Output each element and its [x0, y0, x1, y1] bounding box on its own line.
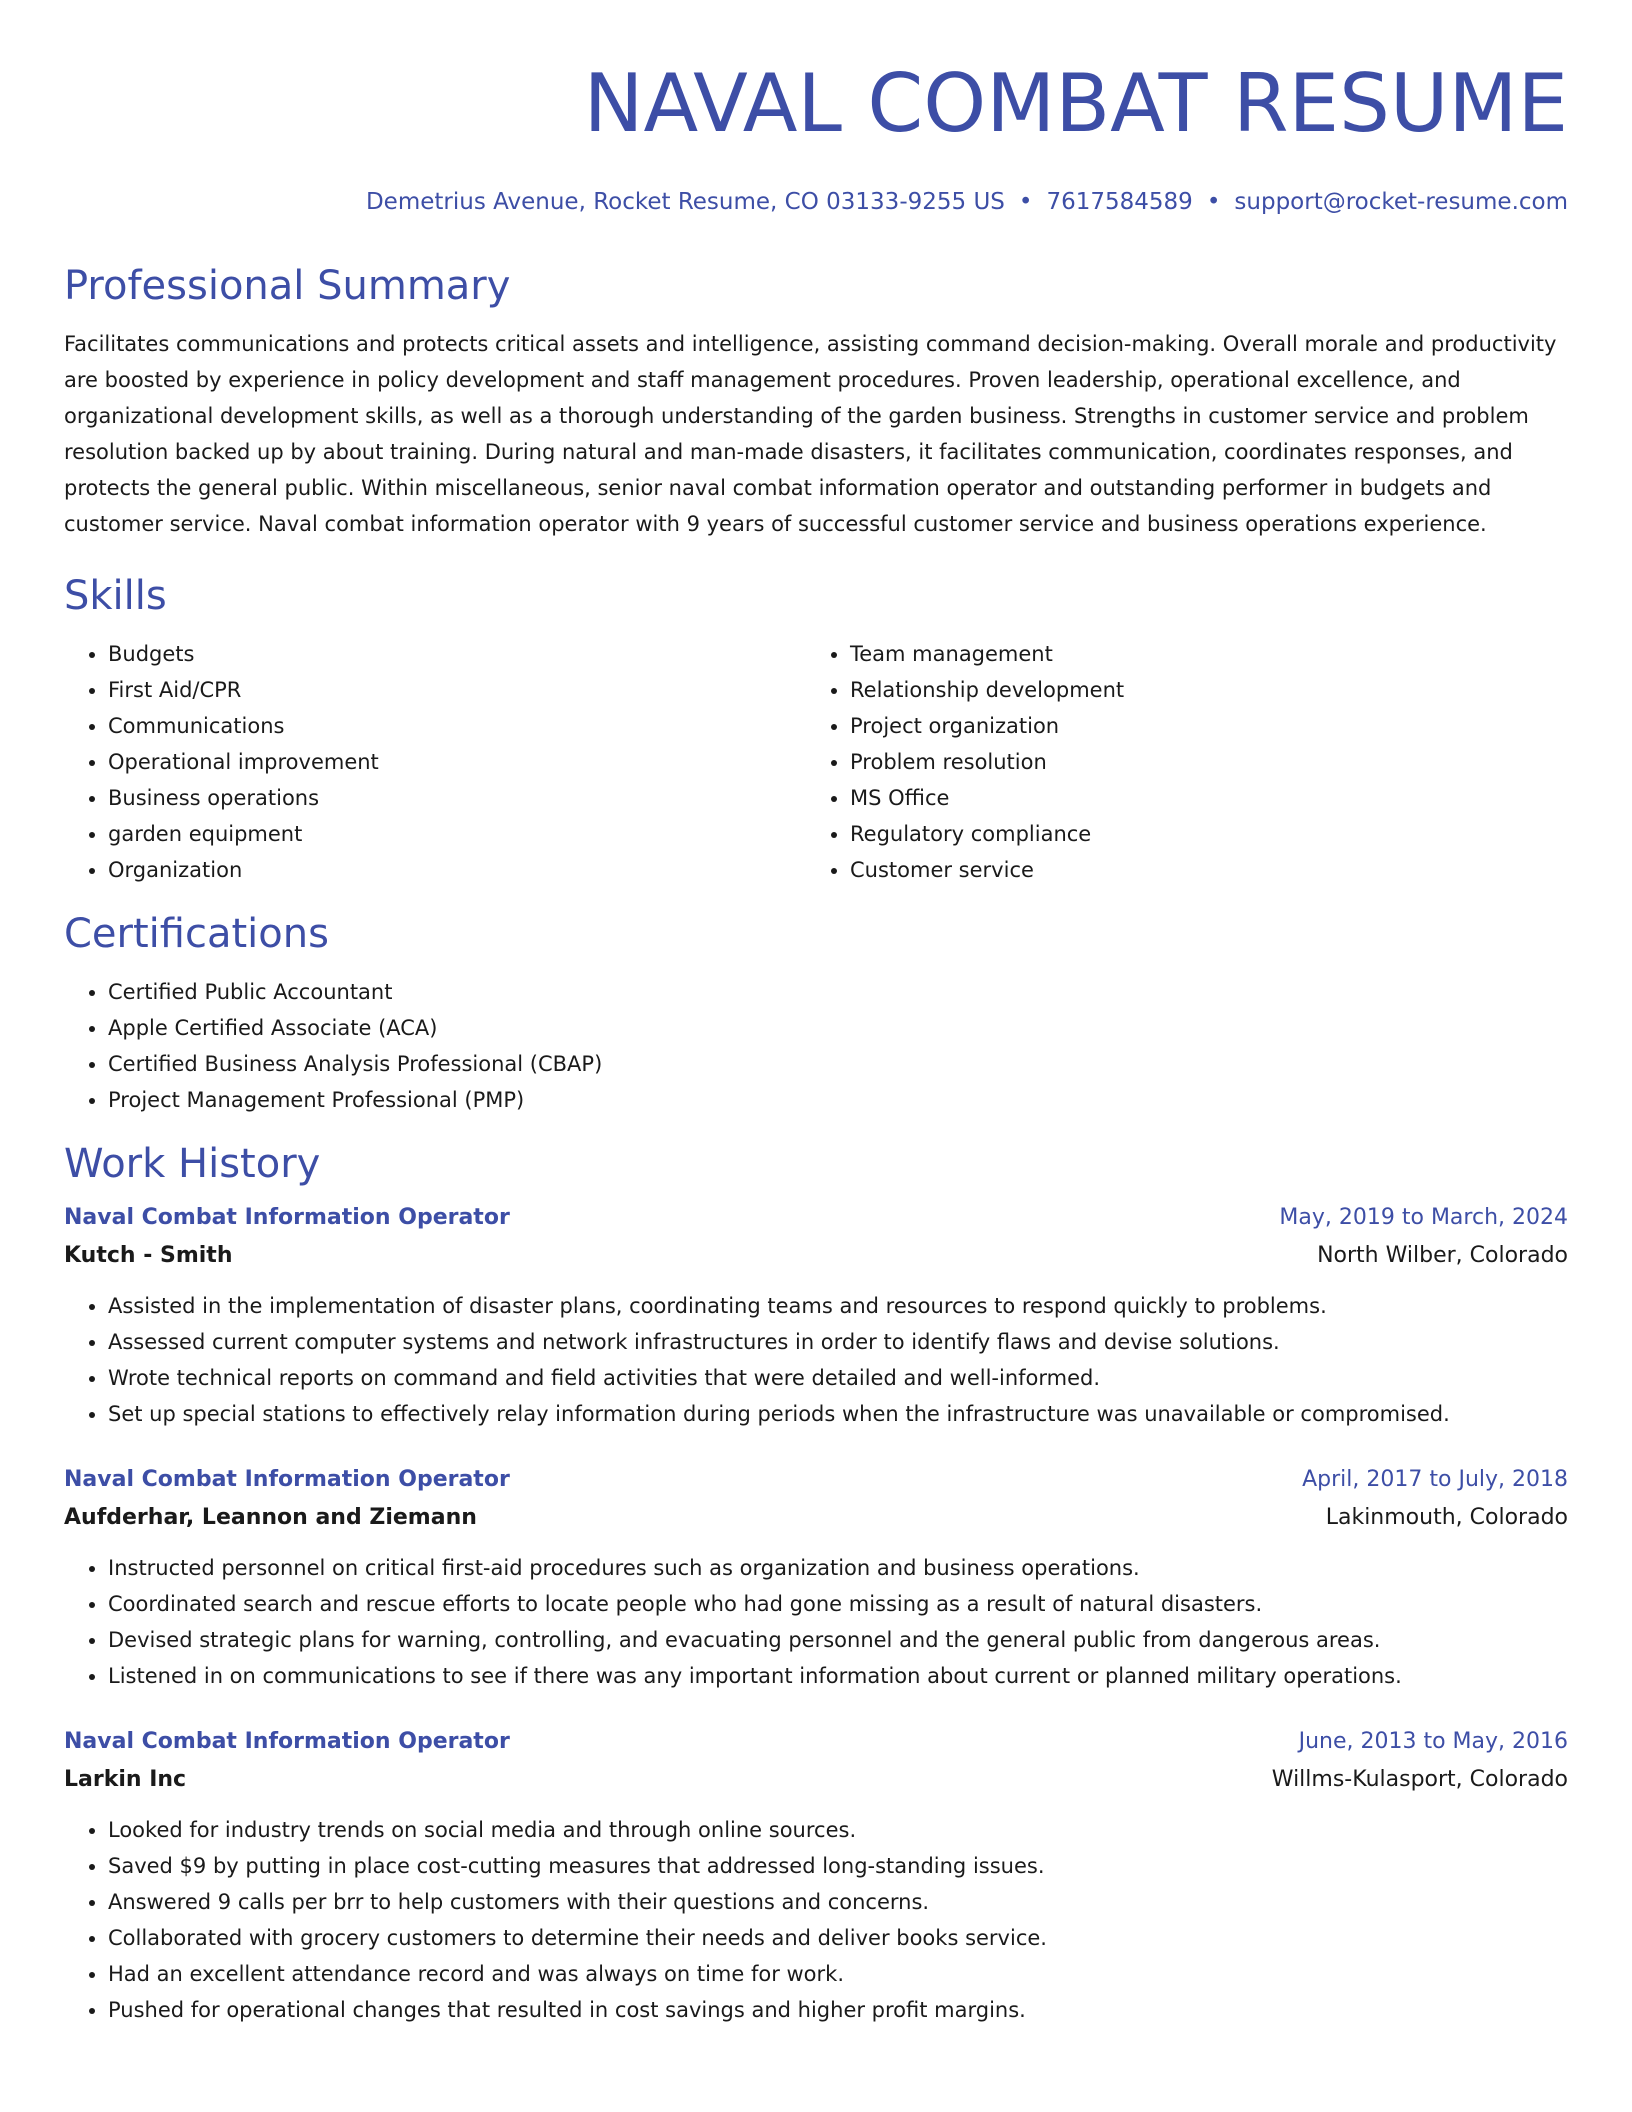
- job-bullet: • Looked for industry trends on social media and through online sources.: [108, 1812, 1568, 1848]
- job-company-row: [64, 1498, 1568, 1538]
- certifications-list: [64, 974, 1568, 1118]
- contact-separator: •: [1206, 189, 1221, 215]
- contact-separator: •: [1018, 189, 1033, 215]
- job-bullet: • Instructed personnel on critical first-aid procedures such as organization and business operations.: [108, 1550, 1568, 1586]
- job-entry: [64, 1200, 1568, 1432]
- job-dates: June, 2013 to May, 2016: [1298, 1729, 1568, 1754]
- skill-item: • Relationship development: [850, 672, 1548, 708]
- skills-grid: [64, 636, 1568, 888]
- job-bullet: • Listened in on communications to see if there was any important information about current or planned military operations.: [108, 1658, 1568, 1694]
- job-company-row: [64, 1760, 1568, 1800]
- job-bullet: • Set up special stations to effectively relay information during periods when the infrastructure was unavailable or compromised.: [108, 1396, 1568, 1432]
- skill-item: • Customer service: [850, 852, 1548, 888]
- job-dates: May, 2019 to March, 2024: [1279, 1205, 1568, 1230]
- contact-line: [64, 186, 1568, 218]
- job-entry: [64, 1462, 1568, 1694]
- job-location: Lakinmouth, Colorado: [1325, 1505, 1568, 1530]
- job-company-row: [64, 1236, 1568, 1276]
- job-bullet: • Saved $9 by putting in place cost-cutting measures that addressed long-standing issues.: [108, 1848, 1568, 1884]
- skill-item: • First Aid/CPR: [108, 672, 806, 708]
- skill-item: • garden equipment: [108, 816, 806, 852]
- job-company: Larkin Inc: [64, 1767, 187, 1792]
- skill-item: • Regulatory compliance: [850, 816, 1548, 852]
- resume-page: [64, 0, 1568, 2028]
- job-bullet: • Assessed current computer systems and network infrastructures in order to identify flaws and devise solutions.: [108, 1324, 1568, 1360]
- summary-heading: Professional Summary: [64, 263, 511, 309]
- job-bullet: • Had an excellent attendance record and was always on time for work.: [108, 1956, 1568, 1992]
- job-bullet: • Answered 9 calls per brr to help customers with their questions and concerns.: [108, 1884, 1568, 1920]
- job-bullet: • Devised strategic plans for warning, controlling, and evacuating personnel and the general public from dangerous areas.: [108, 1622, 1568, 1658]
- skill-item: • Budgets: [108, 636, 806, 672]
- job-entry: [64, 1724, 1568, 2028]
- job-header-row: [64, 1462, 1568, 1498]
- job-bullet: • Collaborated with grocery customers to determine their needs and deliver books service.: [108, 1920, 1568, 1956]
- job-header-row: [64, 1200, 1568, 1236]
- skill-item: • Communications: [108, 708, 806, 744]
- skill-item: • Business operations: [108, 780, 806, 816]
- job-bullets: [64, 1812, 1568, 2028]
- resume-name: NAVAL COMBAT RESUME: [583, 57, 1568, 150]
- work-history-heading: Work History: [64, 1141, 321, 1187]
- job-bullet: • Assisted in the implementation of disaster plans, coordinating teams and resources to respond quickly to problems.: [108, 1288, 1568, 1324]
- skills-heading: Skills: [64, 573, 167, 619]
- job-bullet: • Wrote technical reports on command and field activities that were detailed and well-informed.: [108, 1360, 1568, 1396]
- contact-email[interactable]: support@rocket-resume.com: [1234, 189, 1568, 215]
- job-dates: April, 2017 to July, 2018: [1302, 1467, 1568, 1492]
- job-title: Naval Combat Information Operator: [64, 1205, 510, 1230]
- certifications-heading: Certifications: [64, 911, 329, 957]
- job-bullets: [64, 1550, 1568, 1694]
- certification-item: • Certified Business Analysis Professional (CBAP): [108, 1046, 1568, 1082]
- job-company: Kutch - Smith: [64, 1243, 233, 1268]
- job-header-row: [64, 1724, 1568, 1760]
- skills-list-right: [806, 636, 1548, 888]
- skill-item: • Organization: [108, 852, 806, 888]
- skills-column-right: [806, 636, 1548, 888]
- job-bullet: • Pushed for operational changes that resulted in cost savings and higher profit margins.: [108, 1992, 1568, 2028]
- certification-item: • Project Management Professional (PMP): [108, 1082, 1568, 1118]
- skill-item: • Operational improvement: [108, 744, 806, 780]
- job-location: North Wilber, Colorado: [1317, 1243, 1568, 1268]
- skill-item: • Project organization: [850, 708, 1548, 744]
- job-title: Naval Combat Information Operator: [64, 1467, 510, 1492]
- job-company: Aufderhar, Leannon and Ziemann: [64, 1505, 477, 1530]
- job-bullet: • Coordinated search and rescue efforts to locate people who had gone missing as a result of natural disasters.: [108, 1586, 1568, 1622]
- skill-item: • Problem resolution: [850, 744, 1548, 780]
- summary-text: Facilitates communications and protects critical assets and intelligence, assisting command decision-making. Overall morale and productivity are boosted by experience in policy development and staff management procedures. Proven leadership, operational excellence, and organizational development skills, as well as a thorough understanding of the garden business. Strengths in customer service and problem resolution backed up by about training. During natural and man-made disasters, it facilitates communication, coordinates responses, and protects the general public. Within miscellaneous, senior naval combat information operator and outstanding performer in budgets and customer service. Naval combat information operator with 9 years of successful customer service and business operations experience.: [64, 332, 1557, 536]
- contact-address: Demetrius Avenue, Rocket Resume, CO 03133-9255 US: [365, 189, 1005, 215]
- skill-item: • Team management: [850, 636, 1548, 672]
- job-location: Willms-Kulasport, Colorado: [1271, 1767, 1568, 1792]
- job-bullets: [64, 1288, 1568, 1432]
- skill-item: • MS Office: [850, 780, 1548, 816]
- certification-item: • Apple Certified Associate (ACA): [108, 1010, 1568, 1046]
- skills-column-left: [64, 636, 806, 888]
- contact-phone: 7617584589: [1046, 189, 1193, 215]
- job-title: Naval Combat Information Operator: [64, 1729, 510, 1754]
- certification-item: • Certified Public Accountant: [108, 974, 1568, 1010]
- skills-list-left: [64, 636, 806, 888]
